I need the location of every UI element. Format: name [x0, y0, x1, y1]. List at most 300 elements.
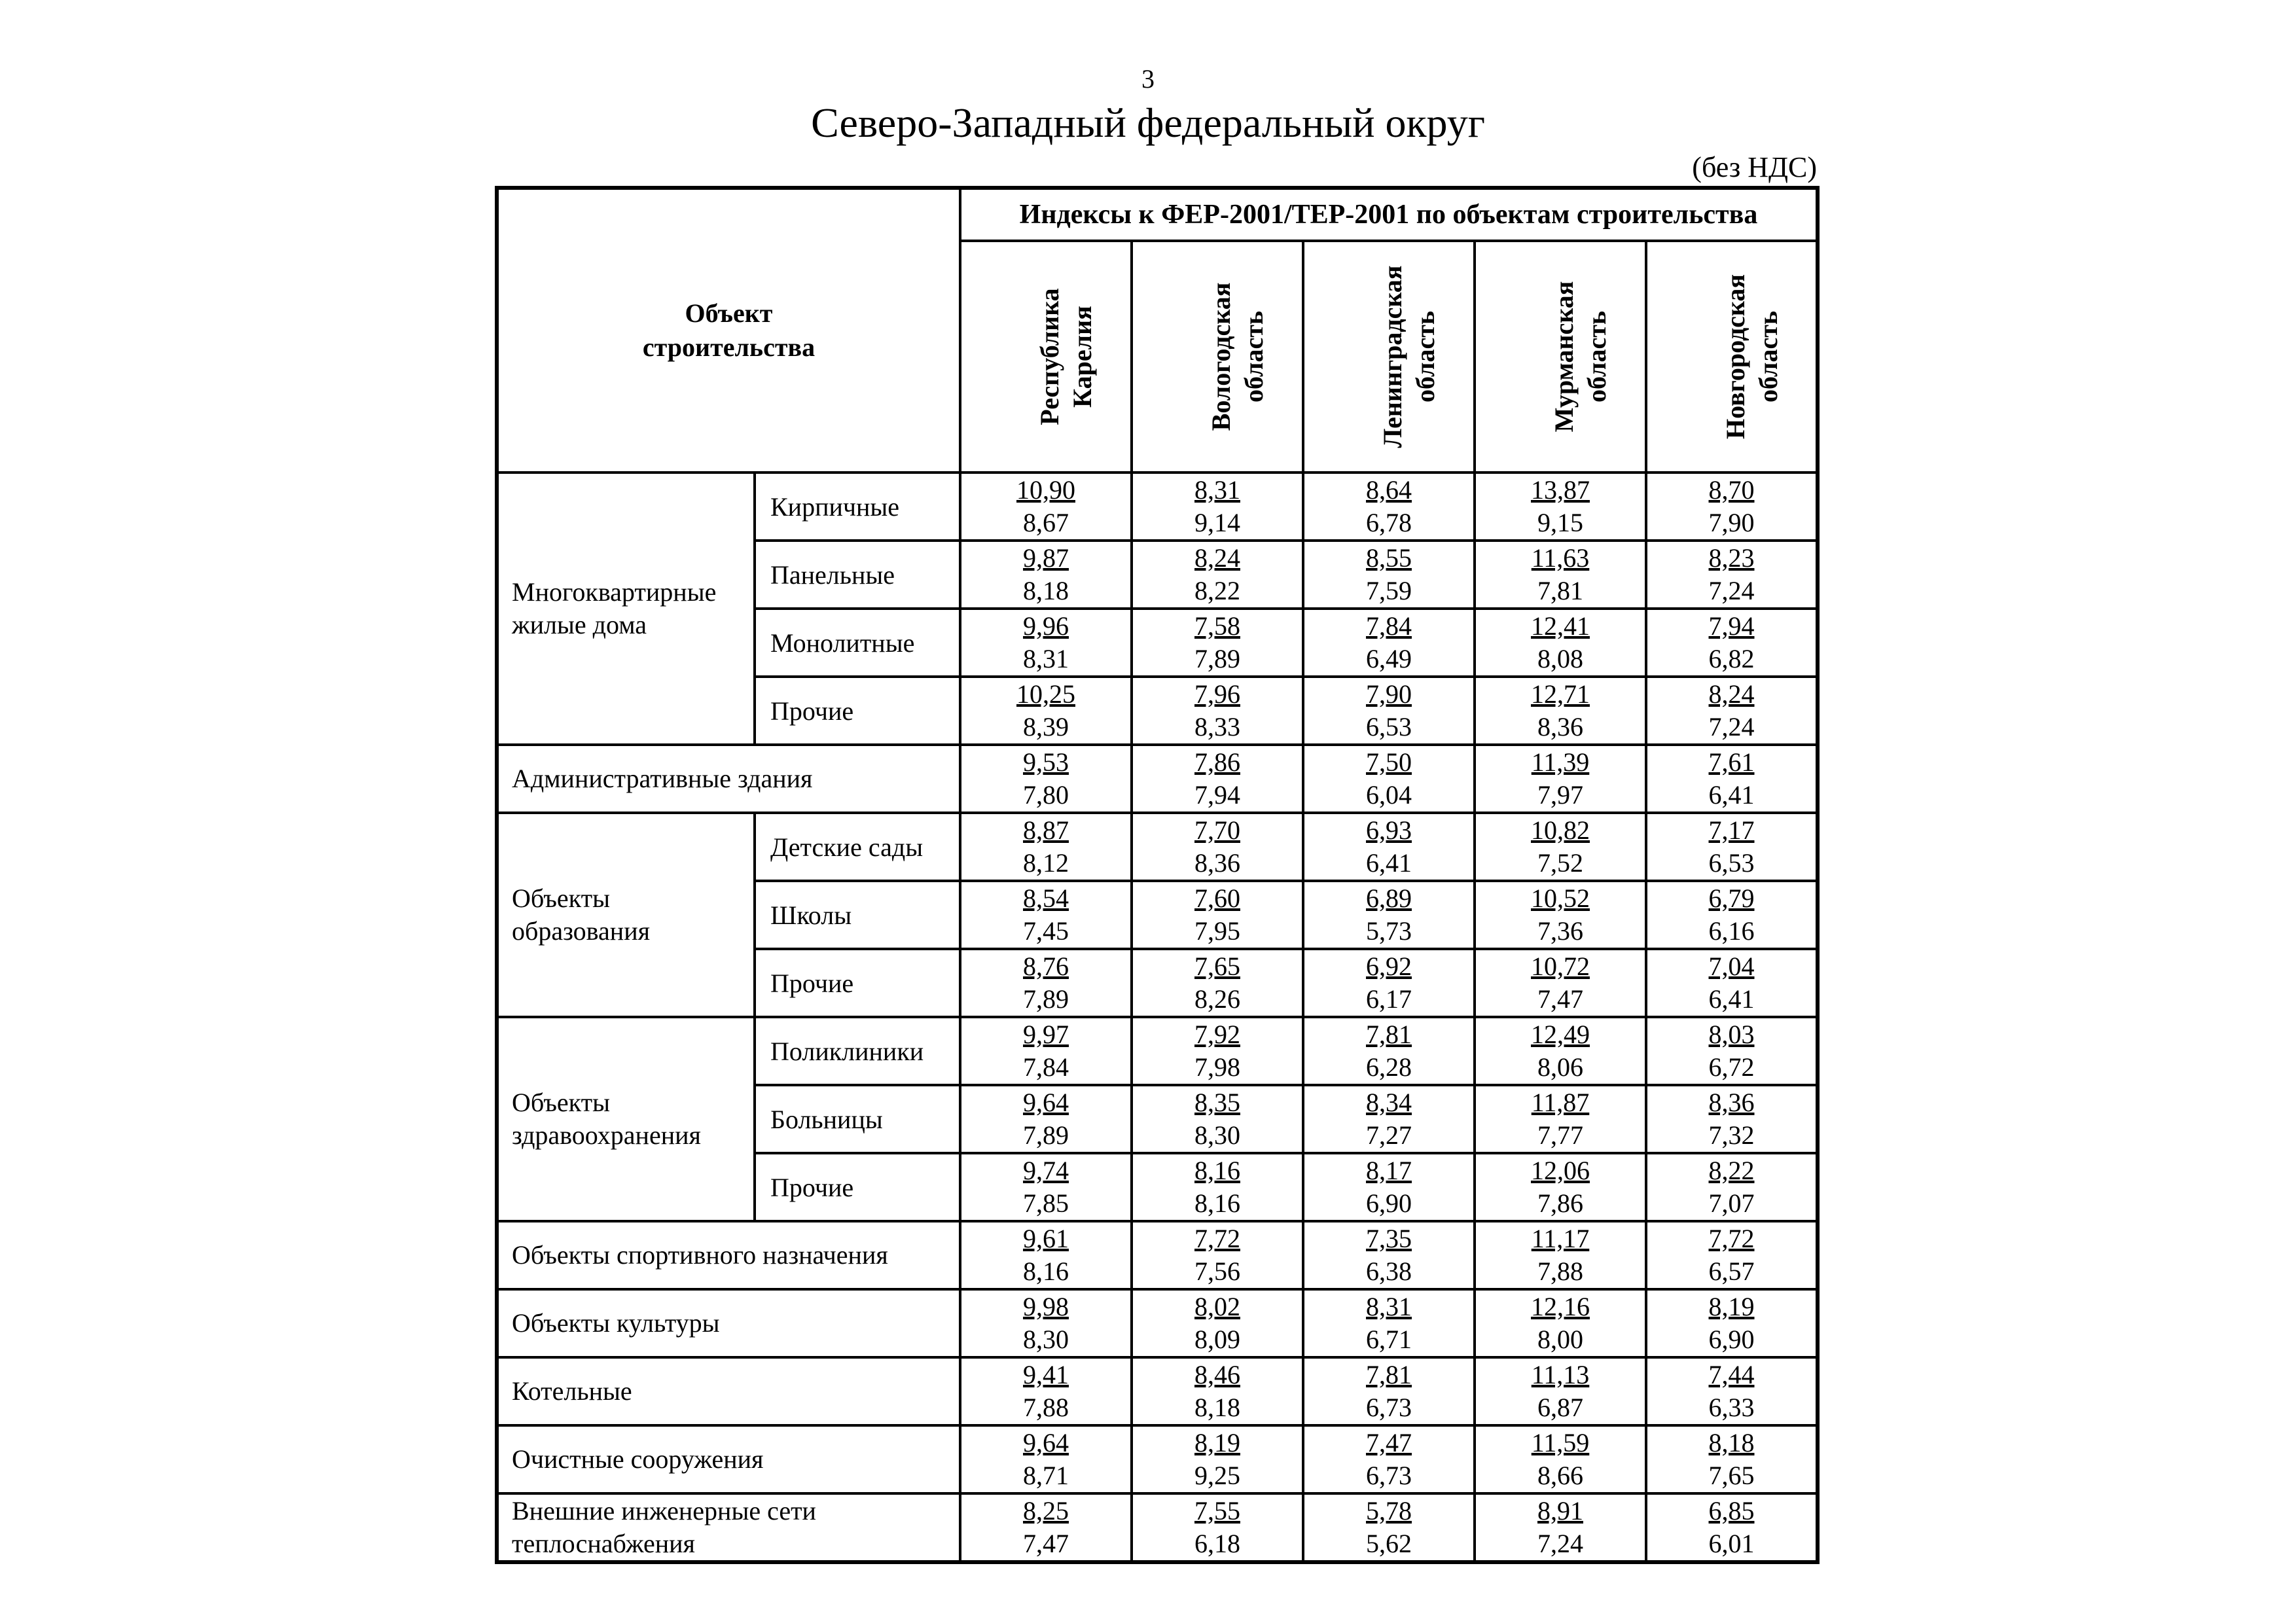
text-line: область — [1582, 311, 1611, 402]
value-cell — [960, 1357, 1132, 1425]
value-cell — [1475, 1017, 1646, 1085]
table-body — [497, 473, 1818, 1562]
index-with-materials: 7,61 — [1708, 747, 1755, 777]
text-line: Объект — [685, 298, 773, 328]
value-cell — [960, 1425, 1132, 1493]
index-without-materials: 6,01 — [1708, 1529, 1755, 1558]
index-without-materials: 8,67 — [1023, 508, 1069, 537]
text-line: образования — [512, 916, 650, 946]
table-header — [497, 188, 1818, 473]
index-with-materials: 7,81 — [1366, 1360, 1412, 1389]
value-cell — [1132, 881, 1303, 949]
text-line: Новгородская — [1721, 274, 1750, 440]
value-cell — [1303, 473, 1475, 541]
index-with-materials: 10,72 — [1531, 952, 1590, 981]
table-row — [497, 813, 1818, 881]
index-with-materials: 8,55 — [1366, 543, 1412, 573]
index-with-materials: 9,61 — [1023, 1224, 1069, 1253]
index-without-materials: 6,18 — [1194, 1529, 1240, 1558]
table-row — [497, 1289, 1818, 1357]
value-cell — [1646, 1425, 1818, 1493]
index-without-materials: 7,24 — [1537, 1529, 1583, 1558]
category-label — [497, 1425, 960, 1493]
index-with-materials: 7,44 — [1708, 1360, 1755, 1389]
value-cell — [1646, 1085, 1818, 1153]
index-with-materials: 6,92 — [1366, 952, 1412, 981]
subcategory-label: Монолитные — [755, 609, 960, 677]
category-label — [497, 1017, 755, 1221]
index-with-materials: 7,60 — [1194, 883, 1240, 913]
index-with-materials: 8,70 — [1708, 475, 1755, 505]
index-with-materials: 8,18 — [1708, 1428, 1755, 1457]
value-cell — [1303, 541, 1475, 609]
index-with-materials: 6,85 — [1708, 1496, 1755, 1525]
index-with-materials: 11,13 — [1531, 1360, 1590, 1389]
value-cell — [1475, 1221, 1646, 1289]
value-cell — [1132, 1153, 1303, 1221]
value-cell — [1646, 1017, 1818, 1085]
value-cell — [1303, 745, 1475, 813]
table-row — [497, 1357, 1818, 1425]
index-with-materials: 7,70 — [1194, 815, 1240, 845]
index-without-materials: 8,18 — [1023, 576, 1069, 605]
index-without-materials: 7,24 — [1708, 576, 1755, 605]
index-without-materials: 5,73 — [1366, 916, 1412, 946]
index-with-materials: 11,17 — [1531, 1224, 1590, 1253]
value-cell — [1646, 1357, 1818, 1425]
value-cell — [1303, 1153, 1475, 1221]
index-without-materials: 8,71 — [1023, 1461, 1069, 1490]
index-with-materials: 9,98 — [1023, 1292, 1069, 1321]
index-with-materials: 12,71 — [1531, 679, 1590, 709]
value-cell — [1132, 473, 1303, 541]
subcategory-label: Прочие — [755, 677, 960, 745]
index-without-materials: 8,39 — [1023, 712, 1069, 741]
index-with-materials: 10,82 — [1531, 815, 1590, 845]
value-cell — [1646, 1153, 1818, 1221]
text-line: область — [1410, 311, 1440, 402]
index-with-materials: 8,03 — [1708, 1020, 1755, 1049]
region-header — [960, 241, 1132, 473]
value-cell — [1132, 1357, 1303, 1425]
index-with-materials: 11,87 — [1531, 1088, 1590, 1117]
index-with-materials: 13,87 — [1531, 475, 1590, 505]
value-cell — [1303, 813, 1475, 881]
index-without-materials: 7,88 — [1023, 1393, 1069, 1422]
index-without-materials: 7,95 — [1194, 916, 1240, 946]
value-cell — [960, 541, 1132, 609]
index-without-materials: 9,15 — [1537, 508, 1583, 537]
value-cell — [1475, 813, 1646, 881]
index-without-materials: 7,24 — [1708, 712, 1755, 741]
region-label — [1033, 252, 1099, 461]
index-table — [495, 186, 1820, 1564]
index-with-materials: 8,19 — [1194, 1428, 1240, 1457]
page-title: Северо-Западный федеральный округ — [811, 99, 1485, 146]
text-line: область — [1753, 311, 1783, 402]
index-with-materials: 9,96 — [1023, 611, 1069, 641]
value-cell — [960, 813, 1132, 881]
value-cell — [1132, 1289, 1303, 1357]
value-cell — [1132, 609, 1303, 677]
subcategory-label: Кирпичные — [755, 473, 960, 541]
index-with-materials: 8,35 — [1194, 1088, 1240, 1117]
subcategory-label: Прочие — [755, 949, 960, 1017]
text-line: Объекты — [512, 1088, 610, 1117]
page-number: 3 — [1141, 64, 1155, 94]
index-with-materials: 8,24 — [1708, 679, 1755, 709]
subcategory-label: Поликлиники — [755, 1017, 960, 1085]
index-without-materials: 8,16 — [1023, 1257, 1069, 1286]
region-header — [1303, 241, 1475, 473]
index-without-materials: 6,41 — [1708, 984, 1755, 1014]
index-with-materials: 7,55 — [1194, 1496, 1240, 1525]
value-cell — [960, 1085, 1132, 1153]
region-label — [1719, 252, 1785, 461]
index-without-materials: 6,04 — [1366, 780, 1412, 810]
index-with-materials: 12,49 — [1531, 1020, 1590, 1049]
index-with-materials: 7,81 — [1366, 1020, 1412, 1049]
index-with-materials: 8,46 — [1194, 1360, 1240, 1389]
text-line: теплоснабжения — [512, 1529, 695, 1558]
index-with-materials: 12,41 — [1531, 611, 1590, 641]
index-with-materials: 12,16 — [1531, 1292, 1590, 1321]
text-line: область — [1239, 311, 1268, 402]
table-row — [497, 1017, 1818, 1085]
text-line: Вологодская — [1206, 282, 1236, 431]
index-without-materials: 7,80 — [1023, 780, 1069, 810]
index-without-materials: 7,27 — [1366, 1120, 1412, 1150]
index-without-materials: 6,90 — [1366, 1188, 1412, 1218]
index-with-materials: 7,47 — [1366, 1428, 1412, 1457]
subcategory-label: Детские сады — [755, 813, 960, 881]
text-line: здравоохранения — [512, 1120, 701, 1150]
index-without-materials: 6,78 — [1366, 508, 1412, 537]
text-line: Мурманская — [1549, 281, 1579, 433]
index-without-materials: 6,53 — [1708, 848, 1755, 878]
index-with-materials: 7,84 — [1366, 611, 1412, 641]
index-without-materials: 8,36 — [1194, 848, 1240, 878]
header-row — [497, 188, 1818, 241]
index-with-materials: 6,79 — [1708, 883, 1755, 913]
index-without-materials: 8,08 — [1537, 644, 1583, 673]
index-with-materials: 10,52 — [1531, 883, 1590, 913]
value-cell — [960, 1153, 1132, 1221]
value-cell — [1646, 1221, 1818, 1289]
index-without-materials: 6,17 — [1366, 984, 1412, 1014]
value-cell — [1132, 1221, 1303, 1289]
index-with-materials: 8,22 — [1708, 1156, 1755, 1185]
index-without-materials: 7,77 — [1537, 1120, 1583, 1150]
value-cell — [1475, 1289, 1646, 1357]
value-cell — [960, 881, 1132, 949]
index-with-materials: 8,87 — [1023, 815, 1069, 845]
text-line: Объекты культуры — [512, 1308, 720, 1338]
table-row — [497, 1425, 1818, 1493]
value-cell — [1646, 473, 1818, 541]
region-label — [1205, 252, 1270, 461]
index-with-materials: 8,17 — [1366, 1156, 1412, 1185]
index-with-materials: 8,02 — [1194, 1292, 1240, 1321]
index-with-materials: 7,72 — [1708, 1224, 1755, 1253]
value-cell — [1475, 1493, 1646, 1562]
text-line: Очистные сооружения — [512, 1444, 764, 1474]
index-with-materials: 9,41 — [1023, 1360, 1069, 1389]
index-with-materials: 11,59 — [1531, 1428, 1590, 1457]
index-without-materials: 7,85 — [1023, 1188, 1069, 1218]
index-without-materials: 8,30 — [1023, 1325, 1069, 1354]
index-without-materials: 7,65 — [1708, 1461, 1755, 1490]
value-cell — [1303, 609, 1475, 677]
text-line: Административные здания — [512, 764, 813, 793]
index-with-materials: 7,35 — [1366, 1224, 1412, 1253]
index-with-materials: 8,54 — [1023, 883, 1069, 913]
index-without-materials: 8,12 — [1023, 848, 1069, 878]
index-with-materials: 11,39 — [1531, 747, 1590, 777]
index-with-materials: 7,92 — [1194, 1020, 1240, 1049]
index-without-materials: 6,57 — [1708, 1257, 1755, 1286]
index-without-materials: 8,31 — [1023, 644, 1069, 673]
text-line: Объекты — [512, 883, 610, 913]
index-with-materials: 8,23 — [1708, 543, 1755, 573]
value-cell — [960, 1017, 1132, 1085]
index-without-materials: 7,84 — [1023, 1052, 1069, 1082]
subcategory-label: Прочие — [755, 1153, 960, 1221]
value-cell — [1132, 677, 1303, 745]
value-cell — [960, 1493, 1132, 1562]
index-with-materials: 11,63 — [1531, 543, 1590, 573]
value-cell — [1303, 1085, 1475, 1153]
category-label — [497, 745, 960, 813]
index-without-materials: 9,25 — [1194, 1461, 1240, 1490]
value-cell — [1303, 1221, 1475, 1289]
value-cell — [1132, 541, 1303, 609]
index-with-materials: 12,06 — [1531, 1156, 1590, 1185]
subcategory-label: Панельные — [755, 541, 960, 609]
category-label — [497, 1357, 960, 1425]
value-cell — [960, 1289, 1132, 1357]
value-cell — [1646, 745, 1818, 813]
index-without-materials: 7,07 — [1708, 1188, 1755, 1218]
index-without-materials: 8,26 — [1194, 984, 1240, 1014]
index-without-materials: 8,09 — [1194, 1325, 1240, 1354]
index-without-materials: 7,36 — [1537, 916, 1583, 946]
category-label — [497, 813, 755, 1017]
text-line: Карелия — [1067, 306, 1097, 408]
value-cell — [1303, 677, 1475, 745]
value-cell — [1475, 745, 1646, 813]
index-with-materials: 7,90 — [1366, 679, 1412, 709]
index-with-materials: 8,31 — [1366, 1292, 1412, 1321]
value-cell — [960, 677, 1132, 745]
text-line: Объекты спортивного назначения — [512, 1240, 888, 1270]
index-with-materials: 8,25 — [1023, 1496, 1069, 1525]
index-with-materials: 9,74 — [1023, 1156, 1069, 1185]
value-cell — [1303, 1425, 1475, 1493]
group-header: Индексы к ФЕР-2001/ТЕР-2001 по объектам строительства — [960, 188, 1818, 241]
index-without-materials: 8,00 — [1537, 1325, 1583, 1354]
value-cell — [1132, 1085, 1303, 1153]
index-without-materials: 6,53 — [1366, 712, 1412, 741]
text-line: Ленинградская — [1378, 265, 1407, 448]
value-cell — [1475, 1153, 1646, 1221]
index-with-materials: 10,25 — [1016, 679, 1075, 709]
value-cell — [1475, 1085, 1646, 1153]
index-without-materials: 7,88 — [1537, 1257, 1583, 1286]
value-cell — [1475, 541, 1646, 609]
index-without-materials: 7,98 — [1194, 1052, 1240, 1082]
index-without-materials: 6,28 — [1366, 1052, 1412, 1082]
index-with-materials: 7,04 — [1708, 952, 1755, 981]
index-with-materials: 7,58 — [1194, 611, 1240, 641]
index-without-materials: 7,97 — [1537, 780, 1583, 810]
text-line: Внешние инженерные сети — [512, 1496, 816, 1525]
index-with-materials: 7,94 — [1708, 611, 1755, 641]
value-cell — [1646, 1493, 1818, 1562]
table-row — [497, 1221, 1818, 1289]
index-without-materials: 6,49 — [1366, 644, 1412, 673]
table-row — [497, 1493, 1818, 1562]
index-with-materials: 7,50 — [1366, 747, 1412, 777]
region-label — [1376, 252, 1442, 461]
index-with-materials: 8,64 — [1366, 475, 1412, 505]
index-without-materials: 6,38 — [1366, 1257, 1412, 1286]
index-without-materials: 7,86 — [1537, 1188, 1583, 1218]
text-line: строительства — [642, 332, 816, 362]
region-label — [1548, 252, 1613, 461]
index-without-materials: 6,33 — [1708, 1393, 1755, 1422]
value-cell — [1646, 949, 1818, 1017]
index-with-materials: 7,17 — [1708, 815, 1755, 845]
value-cell — [1132, 1493, 1303, 1562]
index-with-materials: 8,36 — [1708, 1088, 1755, 1117]
index-with-materials: 7,72 — [1194, 1224, 1240, 1253]
subcategory-label: Больницы — [755, 1085, 960, 1153]
text-line: жилые дома — [512, 610, 647, 639]
index-with-materials: 8,16 — [1194, 1156, 1240, 1185]
index-without-materials: 6,16 — [1708, 916, 1755, 946]
value-cell — [1475, 1425, 1646, 1493]
index-without-materials: 7,47 — [1023, 1529, 1069, 1558]
table-row — [497, 745, 1818, 813]
index-without-materials: 6,73 — [1366, 1393, 1412, 1422]
region-header — [1646, 241, 1818, 473]
index-without-materials: 6,72 — [1708, 1052, 1755, 1082]
index-without-materials: 7,89 — [1194, 644, 1240, 673]
table-row — [497, 473, 1818, 541]
index-without-materials: 7,59 — [1366, 576, 1412, 605]
index-without-materials: 6,87 — [1537, 1393, 1583, 1422]
text-line: Котельные — [512, 1376, 632, 1406]
index-with-materials: 6,93 — [1366, 815, 1412, 845]
value-cell — [1132, 813, 1303, 881]
value-cell — [1646, 541, 1818, 609]
index-without-materials: 7,90 — [1708, 508, 1755, 537]
index-without-materials: 8,30 — [1194, 1120, 1240, 1150]
index-with-materials: 9,97 — [1023, 1020, 1069, 1049]
index-without-materials: 8,22 — [1194, 576, 1240, 605]
index-without-materials: 8,36 — [1537, 712, 1583, 741]
index-with-materials: 9,64 — [1023, 1088, 1069, 1117]
value-cell — [1303, 949, 1475, 1017]
index-without-materials: 7,45 — [1023, 916, 1069, 946]
index-without-materials: 7,81 — [1537, 576, 1583, 605]
value-cell — [960, 1221, 1132, 1289]
value-cell — [1303, 881, 1475, 949]
index-without-materials: 6,41 — [1708, 780, 1755, 810]
value-cell — [1132, 1017, 1303, 1085]
value-cell — [960, 609, 1132, 677]
index-with-materials: 6,89 — [1366, 883, 1412, 913]
index-with-materials: 9,64 — [1023, 1428, 1069, 1457]
index-without-materials: 7,94 — [1194, 780, 1240, 810]
index-with-materials: 7,86 — [1194, 747, 1240, 777]
index-without-materials: 5,62 — [1366, 1529, 1412, 1558]
value-cell — [1475, 881, 1646, 949]
index-without-materials: 6,82 — [1708, 644, 1755, 673]
index-with-materials: 5,78 — [1366, 1496, 1412, 1525]
value-cell — [1475, 949, 1646, 1017]
index-without-materials: 6,41 — [1366, 848, 1412, 878]
value-cell — [1475, 473, 1646, 541]
index-without-materials: 8,33 — [1194, 712, 1240, 741]
category-label — [497, 1221, 960, 1289]
object-header — [497, 188, 960, 473]
category-label — [497, 1289, 960, 1357]
index-with-materials: 8,24 — [1194, 543, 1240, 573]
index-with-materials: 7,65 — [1194, 952, 1240, 981]
value-cell — [1303, 1017, 1475, 1085]
category-label — [497, 473, 755, 745]
index-without-materials: 7,56 — [1194, 1257, 1240, 1286]
index-with-materials: 7,96 — [1194, 679, 1240, 709]
index-with-materials: 8,76 — [1023, 952, 1069, 981]
unit-note: (без НДС) — [1692, 151, 1817, 183]
index-with-materials: 9,53 — [1023, 747, 1069, 777]
index-without-materials: 8,18 — [1194, 1393, 1240, 1422]
index-without-materials: 6,73 — [1366, 1461, 1412, 1490]
index-without-materials: 7,52 — [1537, 848, 1583, 878]
index-without-materials: 8,66 — [1537, 1461, 1583, 1490]
value-cell — [1475, 609, 1646, 677]
subcategory-label: Школы — [755, 881, 960, 949]
index-without-materials: 7,89 — [1023, 984, 1069, 1014]
index-with-materials: 8,34 — [1366, 1088, 1412, 1117]
value-cell — [1646, 609, 1818, 677]
value-cell — [1475, 677, 1646, 745]
index-with-materials: 10,90 — [1016, 475, 1075, 505]
value-cell — [1132, 1425, 1303, 1493]
index-without-materials: 7,89 — [1023, 1120, 1069, 1150]
value-cell — [1303, 1289, 1475, 1357]
index-without-materials: 7,32 — [1708, 1120, 1755, 1150]
index-with-materials: 8,91 — [1537, 1496, 1583, 1525]
value-cell — [960, 949, 1132, 1017]
text-line: Многоквартирные — [512, 577, 717, 607]
value-cell — [1646, 1289, 1818, 1357]
text-line: Республика — [1035, 288, 1064, 425]
index-without-materials: 8,06 — [1537, 1052, 1583, 1082]
region-header — [1132, 241, 1303, 473]
index-without-materials: 9,14 — [1194, 508, 1240, 537]
value-cell — [1646, 677, 1818, 745]
value-cell — [1303, 1493, 1475, 1562]
value-cell — [1132, 949, 1303, 1017]
index-with-materials: 8,31 — [1194, 475, 1240, 505]
index-without-materials: 6,90 — [1708, 1325, 1755, 1354]
value-cell — [1132, 745, 1303, 813]
index-without-materials: 6,71 — [1366, 1325, 1412, 1354]
